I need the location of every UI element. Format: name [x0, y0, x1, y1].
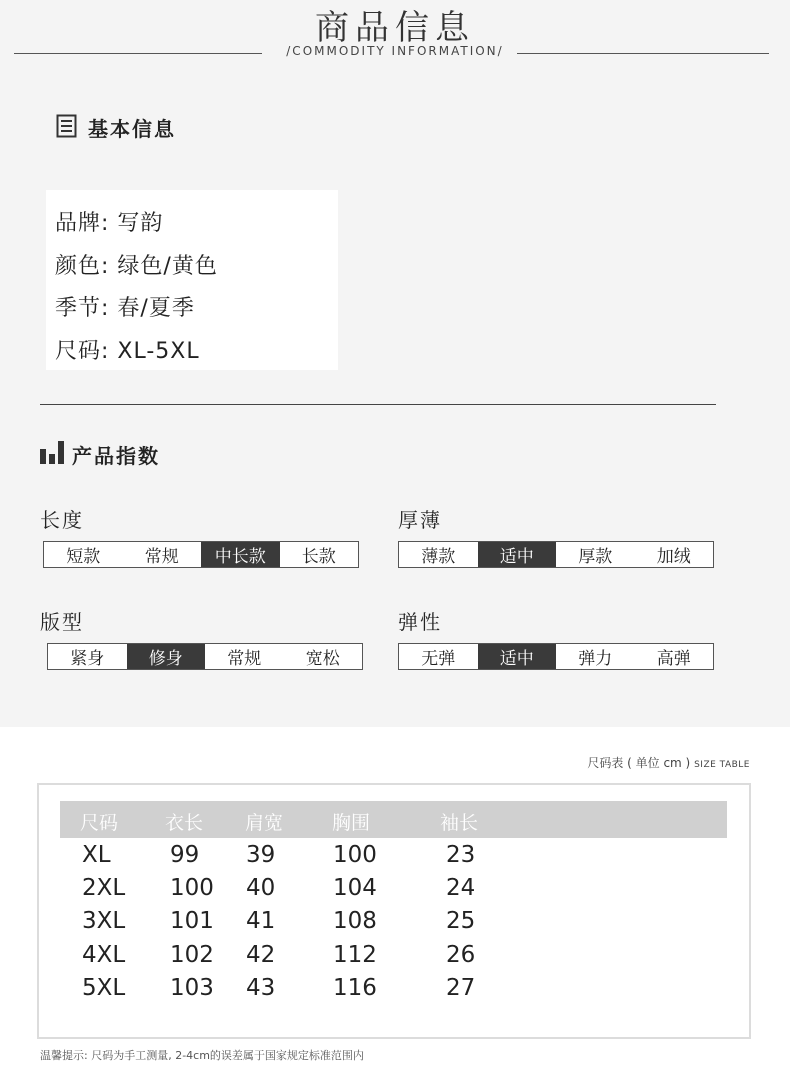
- thickness-option: 加绒: [656, 547, 691, 567]
- bar-chart-icon: [40, 440, 64, 464]
- info-label: 尺码:: [55, 339, 110, 364]
- table-cell: 103: [170, 975, 214, 1001]
- info-value: 春/夏季: [117, 296, 195, 321]
- info-value: XL-5XL: [117, 339, 200, 364]
- document-icon: [56, 114, 80, 138]
- header-cell: 衣长: [165, 812, 204, 834]
- thickness-option: 薄款: [421, 547, 456, 567]
- table-cell: 25: [446, 908, 476, 934]
- header-cell: 肩宽: [245, 812, 284, 834]
- elasticity-label: 弹性: [398, 610, 442, 634]
- table-cell: 116: [333, 975, 377, 1001]
- elasticity-option: 无弹: [421, 649, 456, 669]
- table-cell: 102: [170, 942, 214, 968]
- size-table-caption-en: SIZE TABLE: [694, 760, 750, 770]
- fit-option: 常规: [227, 649, 262, 669]
- elasticity-option-selected: 适中: [478, 644, 557, 669]
- table-cell: 23: [446, 842, 476, 868]
- length-option-selected: 中长款: [201, 542, 280, 567]
- table-cell: 3XL: [82, 908, 126, 934]
- header-cell: 袖长: [440, 812, 479, 834]
- length-scale: [43, 541, 359, 568]
- thickness-option-selected: 适中: [478, 542, 557, 567]
- info-row-season: [55, 291, 195, 322]
- size-table-caption-cn: 尺码表 ( 单位 cm ): [587, 756, 691, 770]
- length-label: 长度: [40, 508, 84, 532]
- elasticity-scale: [398, 643, 714, 670]
- section-divider: [40, 404, 716, 405]
- table-cell: 5XL: [82, 975, 126, 1001]
- basic-info-title: 基本信息: [88, 117, 176, 141]
- info-value: 写韵: [117, 211, 164, 236]
- size-table-caption: [587, 754, 750, 771]
- fit-option: 宽松: [305, 649, 340, 669]
- table-cell: 4XL: [82, 942, 126, 968]
- fit-label: 版型: [40, 610, 84, 634]
- elasticity-option: 高弹: [656, 649, 691, 669]
- page-title: 商品信息: [315, 8, 475, 48]
- fit-scale: [47, 643, 363, 670]
- table-cell: 42: [246, 942, 276, 968]
- table-cell: 104: [333, 875, 377, 901]
- basic-info-box: [46, 190, 338, 370]
- length-option: 长款: [301, 547, 336, 567]
- page-subtitle: /COMMODITY INFORMATION/: [286, 44, 504, 58]
- header-cell: 胸围: [332, 812, 371, 834]
- thickness-option: 厚款: [578, 547, 613, 567]
- table-cell: 2XL: [82, 875, 126, 901]
- info-row-color: [55, 249, 218, 280]
- info-value: 绿色/黄色: [117, 254, 218, 279]
- table-cell: 24: [446, 875, 476, 901]
- thickness-scale: [398, 541, 714, 568]
- length-option: 常规: [144, 547, 179, 567]
- fit-option: 紧身: [70, 649, 105, 669]
- info-row-size: [55, 334, 200, 365]
- table-cell: 99: [170, 842, 200, 868]
- table-cell: 41: [246, 908, 276, 934]
- table-cell: 40: [246, 875, 276, 901]
- measurement-note: 温馨提示: 尺码为手工测量, 2-4cm的误差属于国家规定标准范围内: [40, 1049, 364, 1062]
- info-row-brand: [55, 206, 163, 237]
- info-label: 颜色:: [55, 254, 110, 279]
- thickness-label: 厚薄: [398, 508, 442, 532]
- header-cell: 尺码: [80, 812, 119, 834]
- table-cell: 26: [446, 942, 476, 968]
- length-option: 短款: [66, 547, 101, 567]
- info-label: 品牌:: [55, 211, 110, 236]
- fit-option-selected: 修身: [127, 644, 206, 669]
- elasticity-option: 弹力: [578, 649, 613, 669]
- table-cell: 100: [170, 875, 214, 901]
- table-cell: 43: [246, 975, 276, 1001]
- table-cell: 27: [446, 975, 476, 1001]
- table-cell: XL: [82, 842, 111, 868]
- table-cell: 39: [246, 842, 276, 868]
- size-table-header: [60, 801, 727, 838]
- table-cell: 101: [170, 908, 214, 934]
- table-cell: 108: [333, 908, 377, 934]
- table-cell: 100: [333, 842, 377, 868]
- product-index-title: 产品指数: [72, 444, 160, 468]
- info-label: 季节:: [55, 296, 110, 321]
- table-cell: 112: [333, 942, 377, 968]
